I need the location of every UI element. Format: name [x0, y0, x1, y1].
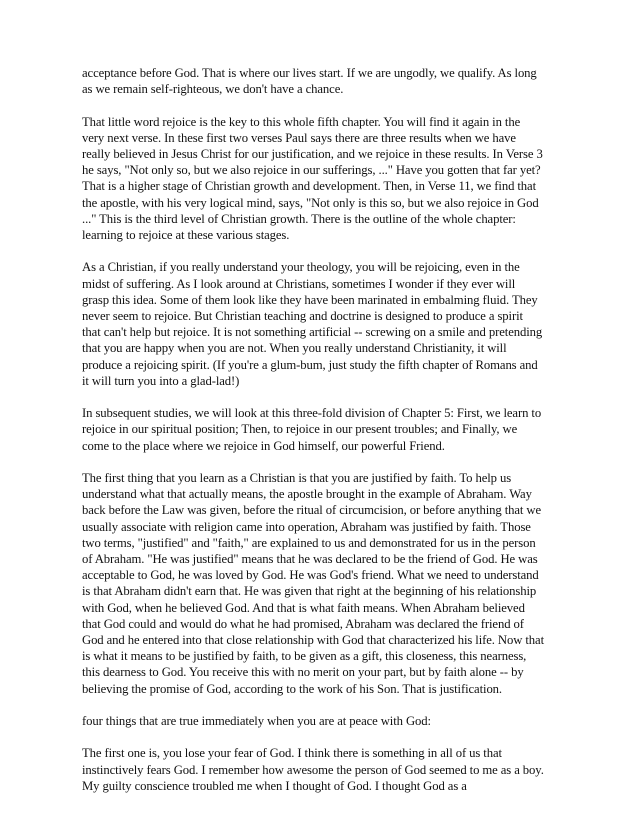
- paragraph-lose-fear: The first one is, you lose your fear of God. I think there is something in all of us that instinctively fears God. I remember how awesome the person of God seemed to me as a boy. My guilty conscience troubled me when I thought of God. I thought God as a: [82, 746, 544, 793]
- paragraph-three-fold-division: In subsequent studies, we will look at this three-fold division of Chapter 5: First, we learn to rejoice in our spiritual position; Then, to rejoice in our present troubles; and Finally, we come to the place where we rejoice in God himself, our powerful Friend.: [82, 406, 542, 453]
- paragraph-rejoice-key: That little word rejoice is the key to this whole fifth chapter. You will find it again in the very next verse. In these first two verses Paul says there are three results when we have really believed in Jesus Christ for our justification, and we rejoice in these results. In Verse 3 he says, "Not only so, but we also rejoice in our sufferings, ..." Have you gotten that far yet? That is a higher stage of Christian growth and development. Then, in Verse 11, we find that the apostle, with his very logical mind, says, "Not only is this so, but we also rejoice in God ..." This is the third level of Christian growth. There is the outline of the whole chapter: learning to rejoice at these various stages.: [82, 114, 543, 243]
- paragraph-justified-by-faith: The first thing that you learn as a Christian is that you are justified by faith. To help us understand what that actually means, the apostle brought in the example of Abraham. Way back before the Law was given, before the ritual of circumcision, or before anything that we usually associate with religion came into operation, Abraham was justified by faith. Those two terms, "justified" and "faith," are explained to us and demonstrated for us in the person of Abraham. "He was justified" means that he was declared to be the friend of God. He was acceptable to God, he was loved by God. He was God's friend. What we need to understand is that Abraham didn't earn that. He was given that right at the beginning of his relationship with God, when he believed God. And that is what faith means. When Abraham believed that God could and would do what he had promised, Abraham was declared the friend of God and he entered into that close relationship with God that characterized his life. Now that is what it means to be justified by faith, to be given as a gift, this closeness, this nearness, this dearness to God. You receive this with no merit on your part, but by faith alone -- by believing the promise of God, according to the work of his Son. That is justification.: [82, 471, 545, 696]
- paragraph-christian-rejoicing: As a Christian, if you really understand your theology, you will be rejoicing, even in the midst of suffering. As I look around at Christians, sometimes I wonder if they ever will grasp this idea. Some of them look like they have been marinated in embalming fluid. They never seem to rejoice. But Christian teaching and doctrine is designed to produce a spirit that can't help but rejoice. It is not something artificial -- screwing on a smile and pretending that you are happy when you are not. When you really understand Christianity, it will produce a rejoicing spirit. (If you're a glum-bum, just study the fifth chapter of Romans and it will turn you into a glad-lad!): [82, 260, 543, 388]
- paragraph-four-things: four things that are true immediately when you are at peace with God:: [82, 714, 431, 729]
- paragraph-acceptance: acceptance before God. That is where our lives start. If we are ungodly, we qualify. As long as we remain self-righteous, we don't have a chance.: [82, 66, 537, 97]
- document-page: [82, 65, 544, 810]
